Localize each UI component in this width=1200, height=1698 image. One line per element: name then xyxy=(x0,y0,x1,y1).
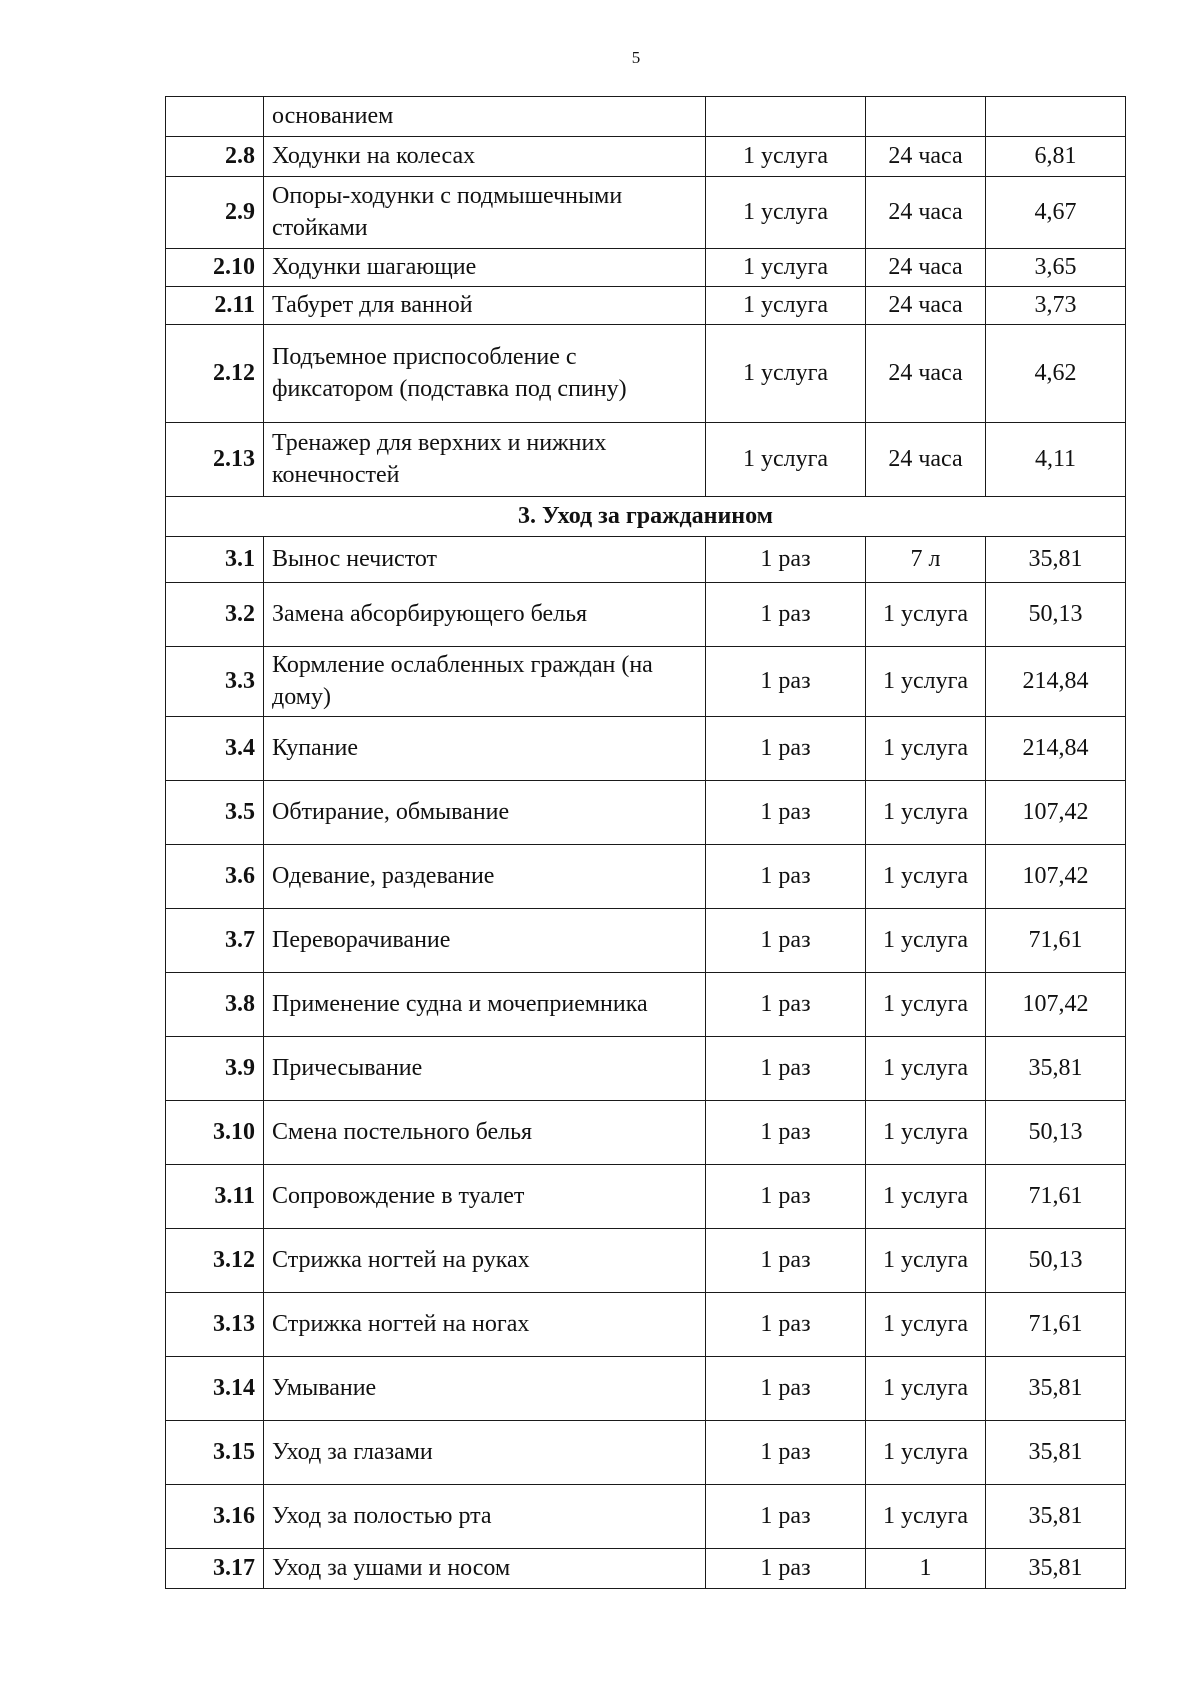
row-number: 2.9 xyxy=(166,177,264,249)
service-unit: 1 услуга xyxy=(706,177,866,249)
service-name: Обтирание, обмывание xyxy=(264,781,706,845)
row-number: 3.7 xyxy=(166,909,264,973)
service-unit: 1 раз xyxy=(706,1357,866,1421)
table-row xyxy=(166,1485,1126,1549)
service-price: 35,81 xyxy=(986,1357,1126,1421)
table-row xyxy=(166,423,1126,497)
service-price: 4,62 xyxy=(986,325,1126,423)
service-price: 50,13 xyxy=(986,1101,1126,1165)
service-period: 1 услуга xyxy=(866,909,986,973)
service-name: Причесывание xyxy=(264,1037,706,1101)
service-period: 1 услуга xyxy=(866,647,986,717)
row-number: 3.11 xyxy=(166,1165,264,1229)
service-price: 35,81 xyxy=(986,1485,1126,1549)
service-period: 1 услуга xyxy=(866,583,986,647)
service-unit: 1 раз xyxy=(706,1421,866,1485)
table-row xyxy=(166,781,1126,845)
service-unit: 1 услуга xyxy=(706,137,866,177)
service-price: 3,73 xyxy=(986,287,1126,325)
service-period: 1 услуга xyxy=(866,845,986,909)
row-number: 3.17 xyxy=(166,1549,264,1589)
service-period: 7 л xyxy=(866,537,986,583)
table-row xyxy=(166,97,1126,137)
service-name: Кормление ослабленных граждан (на дому) xyxy=(264,647,706,717)
service-price: 71,61 xyxy=(986,909,1126,973)
service-name: Одевание, раздевание xyxy=(264,845,706,909)
service-period: 1 услуга xyxy=(866,973,986,1037)
service-unit: 1 раз xyxy=(706,1549,866,1589)
service-name: Купание xyxy=(264,717,706,781)
table-row xyxy=(166,1165,1126,1229)
service-price: 35,81 xyxy=(986,537,1126,583)
service-name: Ходунки на колесах xyxy=(264,137,706,177)
service-unit: 1 раз xyxy=(706,717,866,781)
service-price: 107,42 xyxy=(986,845,1126,909)
service-unit xyxy=(706,97,866,137)
service-period: 1 услуга xyxy=(866,1421,986,1485)
table-row xyxy=(166,1293,1126,1357)
service-unit: 1 раз xyxy=(706,1165,866,1229)
service-price: 107,42 xyxy=(986,781,1126,845)
service-price: 4,67 xyxy=(986,177,1126,249)
service-price: 71,61 xyxy=(986,1165,1126,1229)
service-unit: 1 раз xyxy=(706,973,866,1037)
service-name: Подъемное приспособление с фиксатором (подставка под спину) xyxy=(264,325,706,423)
service-unit: 1 раз xyxy=(706,845,866,909)
service-price: 4,11 xyxy=(986,423,1126,497)
table-row xyxy=(166,583,1126,647)
row-number: 3.5 xyxy=(166,781,264,845)
service-unit: 1 услуга xyxy=(706,325,866,423)
service-name: Уход за глазами xyxy=(264,1421,706,1485)
service-period: 24 часа xyxy=(866,177,986,249)
table-row xyxy=(166,287,1126,325)
table-row xyxy=(166,249,1126,287)
tariff-table xyxy=(165,96,1126,1589)
service-name: Уход за полостью рта xyxy=(264,1485,706,1549)
row-number: 3.16 xyxy=(166,1485,264,1549)
table-row xyxy=(166,717,1126,781)
service-price: 35,81 xyxy=(986,1549,1126,1589)
service-unit: 1 раз xyxy=(706,537,866,583)
service-unit: 1 раз xyxy=(706,1037,866,1101)
service-price: 35,81 xyxy=(986,1037,1126,1101)
row-number: 2.13 xyxy=(166,423,264,497)
service-price: 107,42 xyxy=(986,973,1126,1037)
service-unit: 1 услуга xyxy=(706,423,866,497)
service-name: Сопровождение в туалет xyxy=(264,1165,706,1229)
service-price: 3,65 xyxy=(986,249,1126,287)
service-name: Смена постельного белья xyxy=(264,1101,706,1165)
service-unit: 1 раз xyxy=(706,647,866,717)
service-unit: 1 раз xyxy=(706,909,866,973)
table-row xyxy=(166,137,1126,177)
page-number: 5 xyxy=(631,48,641,67)
service-name: Вынос нечистот xyxy=(264,537,706,583)
service-price xyxy=(986,97,1126,137)
table-row xyxy=(166,325,1126,423)
table-row xyxy=(166,1357,1126,1421)
service-name: Переворачивание xyxy=(264,909,706,973)
service-name: Уход за ушами и носом xyxy=(264,1549,706,1589)
row-number xyxy=(166,97,264,137)
row-number: 3.13 xyxy=(166,1293,264,1357)
table-row xyxy=(166,537,1126,583)
row-number: 3.3 xyxy=(166,647,264,717)
table-row xyxy=(166,909,1126,973)
service-period: 1 услуга xyxy=(866,1485,986,1549)
service-unit: 1 услуга xyxy=(706,249,866,287)
service-name: Стрижка ногтей на руках xyxy=(264,1229,706,1293)
service-unit: 1 раз xyxy=(706,583,866,647)
service-price: 214,84 xyxy=(986,647,1126,717)
row-number: 3.8 xyxy=(166,973,264,1037)
service-period: 1 услуга xyxy=(866,1165,986,1229)
service-unit: 1 раз xyxy=(706,1485,866,1549)
service-period: 1 услуга xyxy=(866,1293,986,1357)
row-number: 3.1 xyxy=(166,537,264,583)
row-number: 2.12 xyxy=(166,325,264,423)
service-unit: 1 раз xyxy=(706,1293,866,1357)
row-number: 2.10 xyxy=(166,249,264,287)
row-number: 3.12 xyxy=(166,1229,264,1293)
service-name: Стрижка ногтей на ногах xyxy=(264,1293,706,1357)
table-row xyxy=(166,1549,1126,1589)
row-number: 2.8 xyxy=(166,137,264,177)
table-row xyxy=(166,1101,1126,1165)
service-unit: 1 услуга xyxy=(706,287,866,325)
service-name: Опоры-ходунки с подмышечными стойками xyxy=(264,177,706,249)
service-price: 71,61 xyxy=(986,1293,1126,1357)
row-number: 3.4 xyxy=(166,717,264,781)
table-row xyxy=(166,845,1126,909)
service-period: 1 услуга xyxy=(866,781,986,845)
service-name: Замена абсорбирующего белья xyxy=(264,583,706,647)
service-period: 24 часа xyxy=(866,423,986,497)
service-name: Ходунки шагающие xyxy=(264,249,706,287)
table-row xyxy=(166,1229,1126,1293)
service-name: Умывание xyxy=(264,1357,706,1421)
service-price: 50,13 xyxy=(986,1229,1126,1293)
table-row xyxy=(166,1037,1126,1101)
service-period: 24 часа xyxy=(866,325,986,423)
service-name: Табурет для ванной xyxy=(264,287,706,325)
table-row xyxy=(166,973,1126,1037)
service-period xyxy=(866,97,986,137)
service-period: 1 xyxy=(866,1549,986,1589)
service-period: 24 часа xyxy=(866,249,986,287)
row-number: 2.11 xyxy=(166,287,264,325)
table-row xyxy=(166,1421,1126,1485)
service-period: 1 услуга xyxy=(866,1357,986,1421)
service-period: 1 услуга xyxy=(866,1229,986,1293)
service-unit: 1 раз xyxy=(706,1229,866,1293)
service-name: Применение судна и мочеприемника xyxy=(264,973,706,1037)
service-unit: 1 раз xyxy=(706,781,866,845)
table-row xyxy=(166,647,1126,717)
service-name: основанием xyxy=(264,97,706,137)
row-number: 3.9 xyxy=(166,1037,264,1101)
section-header-row xyxy=(166,497,1126,537)
row-number: 3.10 xyxy=(166,1101,264,1165)
service-price: 50,13 xyxy=(986,583,1126,647)
service-price: 214,84 xyxy=(986,717,1126,781)
service-unit: 1 раз xyxy=(706,1101,866,1165)
service-period: 24 часа xyxy=(866,287,986,325)
row-number: 3.2 xyxy=(166,583,264,647)
service-period: 1 услуга xyxy=(866,717,986,781)
row-number: 3.6 xyxy=(166,845,264,909)
service-period: 1 услуга xyxy=(866,1101,986,1165)
service-price: 6,81 xyxy=(986,137,1126,177)
service-period: 1 услуга xyxy=(866,1037,986,1101)
row-number: 3.14 xyxy=(166,1357,264,1421)
service-price: 35,81 xyxy=(986,1421,1126,1485)
service-name: Тренажер для верхних и нижних конечностей xyxy=(264,423,706,497)
service-period: 24 часа xyxy=(866,137,986,177)
section-title: 3. Уход за гражданином xyxy=(166,497,1126,537)
row-number: 3.15 xyxy=(166,1421,264,1485)
table-row xyxy=(166,177,1126,249)
